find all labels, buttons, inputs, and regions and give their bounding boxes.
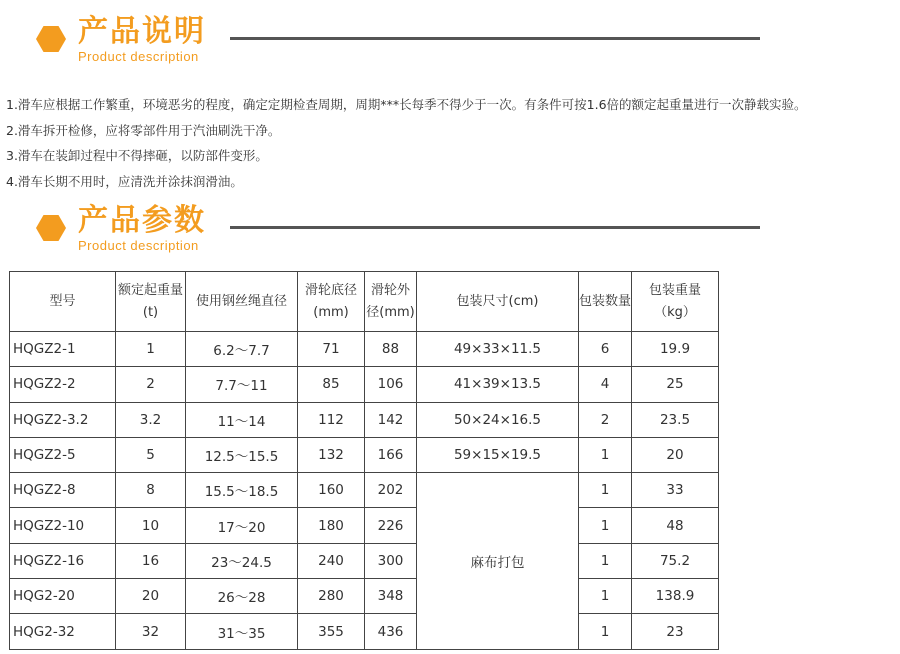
cell-outer: 300 — [365, 543, 417, 578]
cell-size: 41×39×13.5 — [417, 367, 579, 402]
cell-weight: 23.5 — [632, 402, 719, 437]
cell-model: HQG2-32 — [10, 614, 116, 649]
cell-load: 20 — [116, 579, 186, 614]
hexagon-icon — [36, 215, 66, 241]
section-title: 产品说明 — [78, 14, 206, 49]
cell-bottom: 180 — [298, 508, 365, 543]
cell-qty: 1 — [579, 508, 632, 543]
cell-qty: 4 — [579, 367, 632, 402]
cell-model: HQGZ2-1 — [10, 332, 116, 367]
cell-outer: 106 — [365, 367, 417, 402]
description-line: 1.滑车应根据工作繁重，环境恶劣的程度，确定定期检查周期，周期***长每季不得少于一次。有条件可按1.6倍的额定起重量进行一次静载实验。 — [6, 97, 807, 112]
cell-load: 10 — [116, 508, 186, 543]
cell-rope: 7.7～11 — [186, 367, 298, 402]
table-row — [10, 437, 719, 472]
cell-bottom: 240 — [298, 543, 365, 578]
cell-rope: 31～35 — [186, 614, 298, 649]
cell-bottom: 71 — [298, 332, 365, 367]
header-outer-diameter: 滑轮外径(mm) — [365, 272, 417, 332]
hexagon-icon — [36, 26, 66, 52]
cell-weight: 48 — [632, 508, 719, 543]
cell-model: HQGZ2-2 — [10, 367, 116, 402]
description-line: 4.滑车长期不用时，应清洗并涂抹润滑油。 — [6, 173, 243, 189]
header-model: 型号 — [10, 272, 116, 332]
description-line: 3.滑车在装卸过程中不得摔砸，以防部件变形。 — [6, 148, 268, 163]
cell-model: HQGZ2-16 — [10, 543, 116, 578]
cell-qty: 1 — [579, 579, 632, 614]
cell-load: 8 — [116, 473, 186, 508]
cell-bottom: 132 — [298, 437, 365, 472]
cell-size: 49×33×11.5 — [417, 332, 579, 367]
cell-outer: 142 — [365, 402, 417, 437]
cell-weight: 138.9 — [632, 579, 719, 614]
cell-weight: 20 — [632, 437, 719, 472]
cell-model: HQGZ2-8 — [10, 473, 116, 508]
cell-outer: 436 — [365, 614, 417, 649]
cell-load: 5 — [116, 437, 186, 472]
cell-weight: 75.2 — [632, 543, 719, 578]
cell-rope: 23～24.5 — [186, 543, 298, 578]
table-row — [10, 508, 719, 543]
cell-model: HQG2-20 — [10, 579, 116, 614]
cell-rope: 12.5～15.5 — [186, 437, 298, 472]
cell-qty: 1 — [579, 473, 632, 508]
cell-qty: 6 — [579, 332, 632, 367]
cell-model: HQGZ2-5 — [10, 437, 116, 472]
cell-outer: 226 — [365, 508, 417, 543]
table-row — [10, 614, 719, 649]
cell-bottom: 160 — [298, 473, 365, 508]
cell-rope: 26～28 — [186, 579, 298, 614]
cell-qty: 1 — [579, 614, 632, 649]
section-divider — [230, 226, 760, 229]
cell-outer: 88 — [365, 332, 417, 367]
cell-rope: 17～20 — [186, 508, 298, 543]
cell-size: 50×24×16.5 — [417, 402, 579, 437]
section-header-description — [36, 10, 760, 64]
table-row — [10, 543, 719, 578]
cell-weight: 33 — [632, 473, 719, 508]
description-text — [6, 92, 896, 194]
cell-package-merged: 麻布打包 — [417, 473, 579, 649]
header-bottom-diameter: 滑轮底径(mm) — [298, 272, 365, 332]
cell-bottom: 112 — [298, 402, 365, 437]
cell-qty: 2 — [579, 402, 632, 437]
cell-rope: 6.2～7.7 — [186, 332, 298, 367]
section-divider — [230, 37, 760, 40]
cell-load: 32 — [116, 614, 186, 649]
table-row — [10, 473, 719, 508]
cell-weight: 23 — [632, 614, 719, 649]
cell-weight: 19.9 — [632, 332, 719, 367]
cell-weight: 25 — [632, 367, 719, 402]
header-rope: 使用钢丝绳直径 — [186, 272, 298, 332]
table-header-row — [10, 272, 719, 332]
cell-qty: 1 — [579, 543, 632, 578]
cell-model: HQGZ2-10 — [10, 508, 116, 543]
cell-load: 3.2 — [116, 402, 186, 437]
table-row — [10, 402, 719, 437]
cell-load: 1 — [116, 332, 186, 367]
cell-rope: 11～14 — [186, 402, 298, 437]
cell-rope: 15.5～18.5 — [186, 473, 298, 508]
cell-bottom: 280 — [298, 579, 365, 614]
cell-load: 16 — [116, 543, 186, 578]
section-subtitle: Product description — [78, 238, 199, 253]
cell-model: HQGZ2-3.2 — [10, 402, 116, 437]
section-title: 产品参数 — [78, 203, 206, 238]
cell-qty: 1 — [579, 437, 632, 472]
parameter-table — [9, 271, 719, 650]
header-package-size: 包装尺寸(cm) — [417, 272, 579, 332]
header-package-qty: 包装数量 — [579, 272, 632, 332]
section-subtitle: Product description — [78, 49, 199, 64]
table-row — [10, 367, 719, 402]
cell-size: 59×15×19.5 — [417, 437, 579, 472]
table-row — [10, 332, 719, 367]
cell-bottom: 85 — [298, 367, 365, 402]
section-header-parameters — [36, 199, 760, 253]
description-line: 2.滑车拆开检修，应将零部件用于汽油刷洗干净。 — [6, 122, 281, 138]
header-package-weight: 包装重量（kg） — [632, 272, 719, 332]
cell-outer: 166 — [365, 437, 417, 472]
header-load: 额定起重量(t) — [116, 272, 186, 332]
cell-outer: 348 — [365, 579, 417, 614]
cell-load: 2 — [116, 367, 186, 402]
cell-outer: 202 — [365, 473, 417, 508]
table-row — [10, 579, 719, 614]
cell-bottom: 355 — [298, 614, 365, 649]
